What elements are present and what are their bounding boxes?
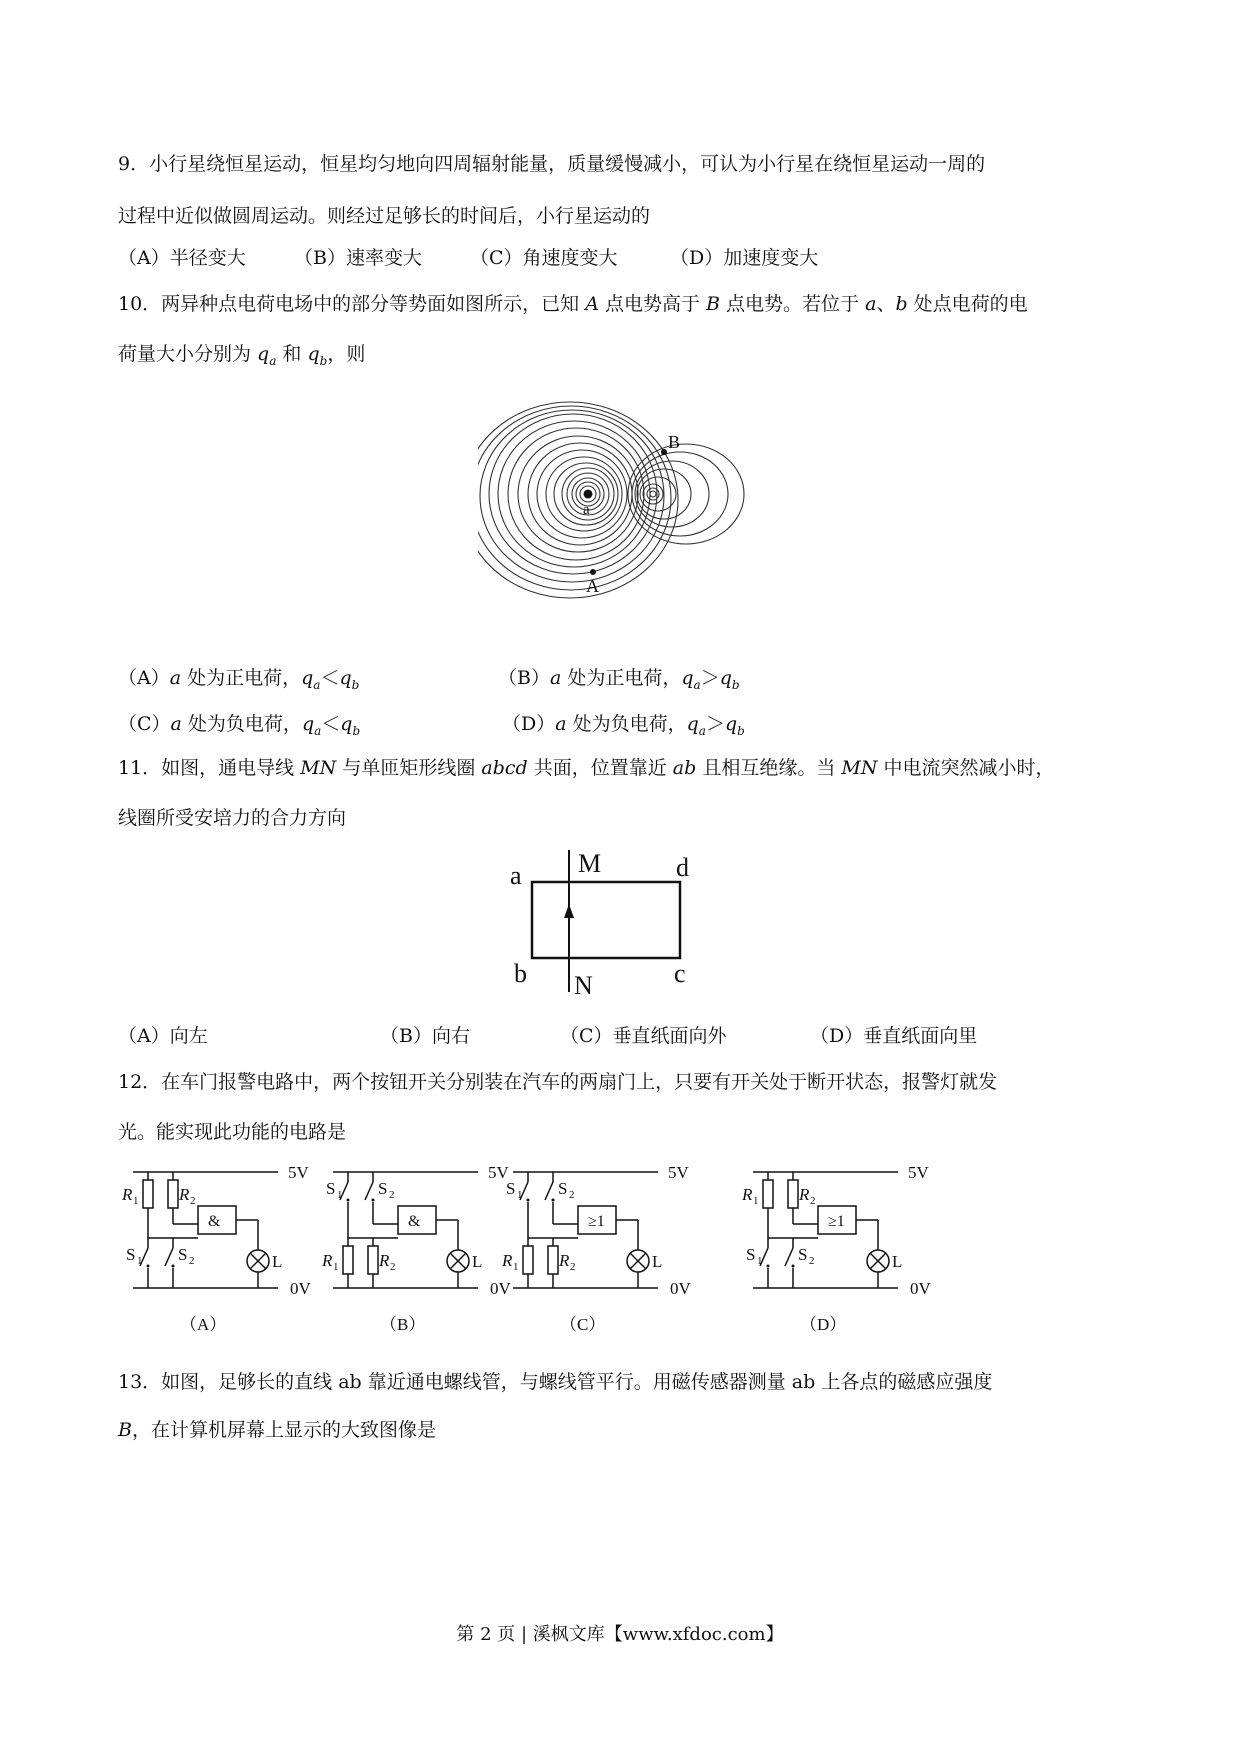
resistor-r2-label: R [379,1251,390,1270]
switch-s2 [372,1199,375,1202]
label-N: N [574,971,593,1000]
resistor-r1-sub: 1 [333,1261,339,1273]
wire-coil-figure [500,842,720,1002]
switch-s2-label: S [558,1179,568,1198]
resistor-r2-label: R [799,1185,810,1204]
lamp-label: L [272,1252,283,1271]
q9-option-a: （A）半径变大 [118,247,246,269]
q11-option-d: （D）垂直纸面向里 [810,1025,978,1047]
switch-s1-sub: 1 [337,1189,343,1201]
caption-d: （D） [800,1315,847,1334]
label-a: a [583,502,590,518]
switch-s1 [767,1265,770,1268]
q10-line1: 10．两异种点电荷电场中的部分等势面如图所示，已知 A 点电势高于 B 点电势。若位于 a、b 处点电荷的电 [118,293,1028,315]
resistor-r1-label: R [122,1185,133,1204]
caption-b: （B） [380,1315,426,1334]
q11-line1: 11．如图，通电导线 MN 与单匝矩形线圈 abcd 共面，位置靠近 ab 且相互绝缘。当 MN 中电流突然减小时， [118,757,1055,779]
q11-line2: 线圈所受安培力的合力方向 [118,807,347,829]
lamp-label: L [472,1252,483,1271]
label-5v: 5V [488,1163,509,1182]
resistor-r1-label: R [742,1185,753,1204]
label-0v: 0V [490,1279,511,1298]
label-b: b [514,959,527,988]
resistor-r1 [143,1180,153,1208]
q12-line2: 光。能实现此功能的电路是 [118,1121,347,1143]
wire [165,1248,173,1266]
circuit-figure [118,1158,938,1338]
q9-line2: 过程中近似做圆周运动。则经过足够长的时间后，小行星运动的 [118,205,651,227]
switch-s2-sub: 2 [809,1255,815,1267]
q10-line2: 荷量大小分别为 $q_a$ 和 $q_b$，则 [118,343,366,368]
q9-line1: 9．小行星绕恒星运动，恒星均匀地向四周辐射能量，质量缓慢减小，可认为小行星在绕恒星运动一周的 [118,153,986,175]
q9-option-c: （C）角速度变大 [470,247,618,269]
resistor-r2-sub: 2 [810,1195,816,1207]
resistor-r2-sub: 2 [390,1261,396,1273]
switch-s2 [552,1199,555,1202]
switch-s2-sub: 2 [569,1189,575,1201]
q10-option-c: （C）a 处为负电荷，$q_a<q_b$ [118,713,361,738]
circuit-diagrams [118,1158,938,1338]
wire [545,1182,553,1200]
resistor-r1-label: R [322,1251,333,1270]
switch-s2-sub: 2 [189,1255,195,1267]
resistor-r2-sub: 2 [190,1195,196,1207]
logic-gate-symbol: & [408,1213,421,1230]
resistor-r2-sub: 2 [570,1261,576,1273]
resistor-r1-label: R [502,1251,513,1270]
resistor-r2 [368,1246,378,1274]
label-0v: 0V [670,1279,691,1298]
resistor-r2 [548,1246,558,1274]
switch-s2-label: S [378,1179,388,1198]
switch-s2-label: S [178,1245,188,1264]
q10-option-a: （A）a 处为正电荷，$q_a<q_b$ [118,667,360,692]
resistor-r1-sub: 1 [753,1195,759,1207]
resistor-r1 [763,1180,773,1208]
switch-s1-sub: 1 [757,1255,763,1267]
label-5v: 5V [668,1163,689,1182]
switch-s1 [527,1199,530,1202]
label-c: c [674,959,686,988]
resistor-r1-sub: 1 [513,1261,519,1273]
label-A: A [586,576,599,596]
q10-option-d: （D）a 处为负电荷，$q_a>q_b$ [502,713,745,738]
resistor-r1-sub: 1 [133,1195,139,1207]
q12-line1: 12．在车门报警电路中，两个按钮开关分别装在汽车的两扇门上，只要有开关处于断开状态，报警灯就发 [118,1071,998,1093]
resistor-r1 [523,1246,533,1274]
switch-s2 [792,1265,795,1268]
q11-option-c: （C）垂直纸面向外 [560,1025,727,1047]
q9-option-b: （B）速率变大 [294,247,422,269]
switch-s1 [347,1199,350,1202]
wire [785,1248,793,1266]
label-0v: 0V [910,1279,931,1298]
resistor-r2 [788,1180,798,1208]
label-5v: 5V [288,1163,309,1182]
resistor-r2-label: R [559,1251,570,1270]
equipotential-figure [478,382,778,612]
resistor-r1 [343,1246,353,1274]
label-M: M [578,849,602,878]
q13-line1: 13．如图，足够长的直线 ab 靠近通电螺线管，与螺线管平行。用磁传感器测量 ab 上各点的磁感应强度 [118,1371,993,1393]
logic-gate-symbol: & [208,1213,221,1230]
caption-a: （A） [180,1315,227,1334]
logic-gate-symbol: ≥1 [588,1213,605,1230]
label-0v: 0V [290,1279,311,1298]
q13-line2: B，在计算机屏幕上显示的大致图像是 [118,1419,436,1441]
page-footer: 第 2 页 | 溪枫文库【www.xfdoc.com】 [456,1624,784,1645]
switch-s1-sub: 1 [517,1189,523,1201]
caption-c: （C） [560,1315,606,1334]
switch-s2 [172,1265,175,1268]
resistor-r2 [168,1180,178,1208]
q11-option-a: （A）向左 [118,1025,208,1047]
switch-s1-label: S [506,1179,516,1198]
resistor-r2-label: R [179,1185,190,1204]
q9-option-d: （D）加速度变大 [670,247,819,269]
label-5v: 5V [908,1163,929,1182]
q11-option-b: （B）向右 [380,1025,470,1047]
q10-option-b: （B）a 处为正电荷，$q_a>q_b$ [498,667,740,692]
switch-s1-label: S [326,1179,336,1198]
label-B: B [668,432,681,452]
switch-s1-sub: 1 [137,1255,143,1267]
label-d: d [676,853,689,882]
switch-s2-sub: 2 [389,1189,395,1201]
logic-gate-symbol: ≥1 [828,1213,845,1230]
lamp-label: L [892,1252,903,1271]
switch-s1 [147,1265,150,1268]
switch-s2-label: S [798,1245,808,1264]
switch-s1-label: S [126,1245,136,1264]
lamp-label: L [652,1252,663,1271]
switch-s1-label: S [746,1245,756,1264]
wire [365,1182,373,1200]
label-a: a [510,861,522,890]
